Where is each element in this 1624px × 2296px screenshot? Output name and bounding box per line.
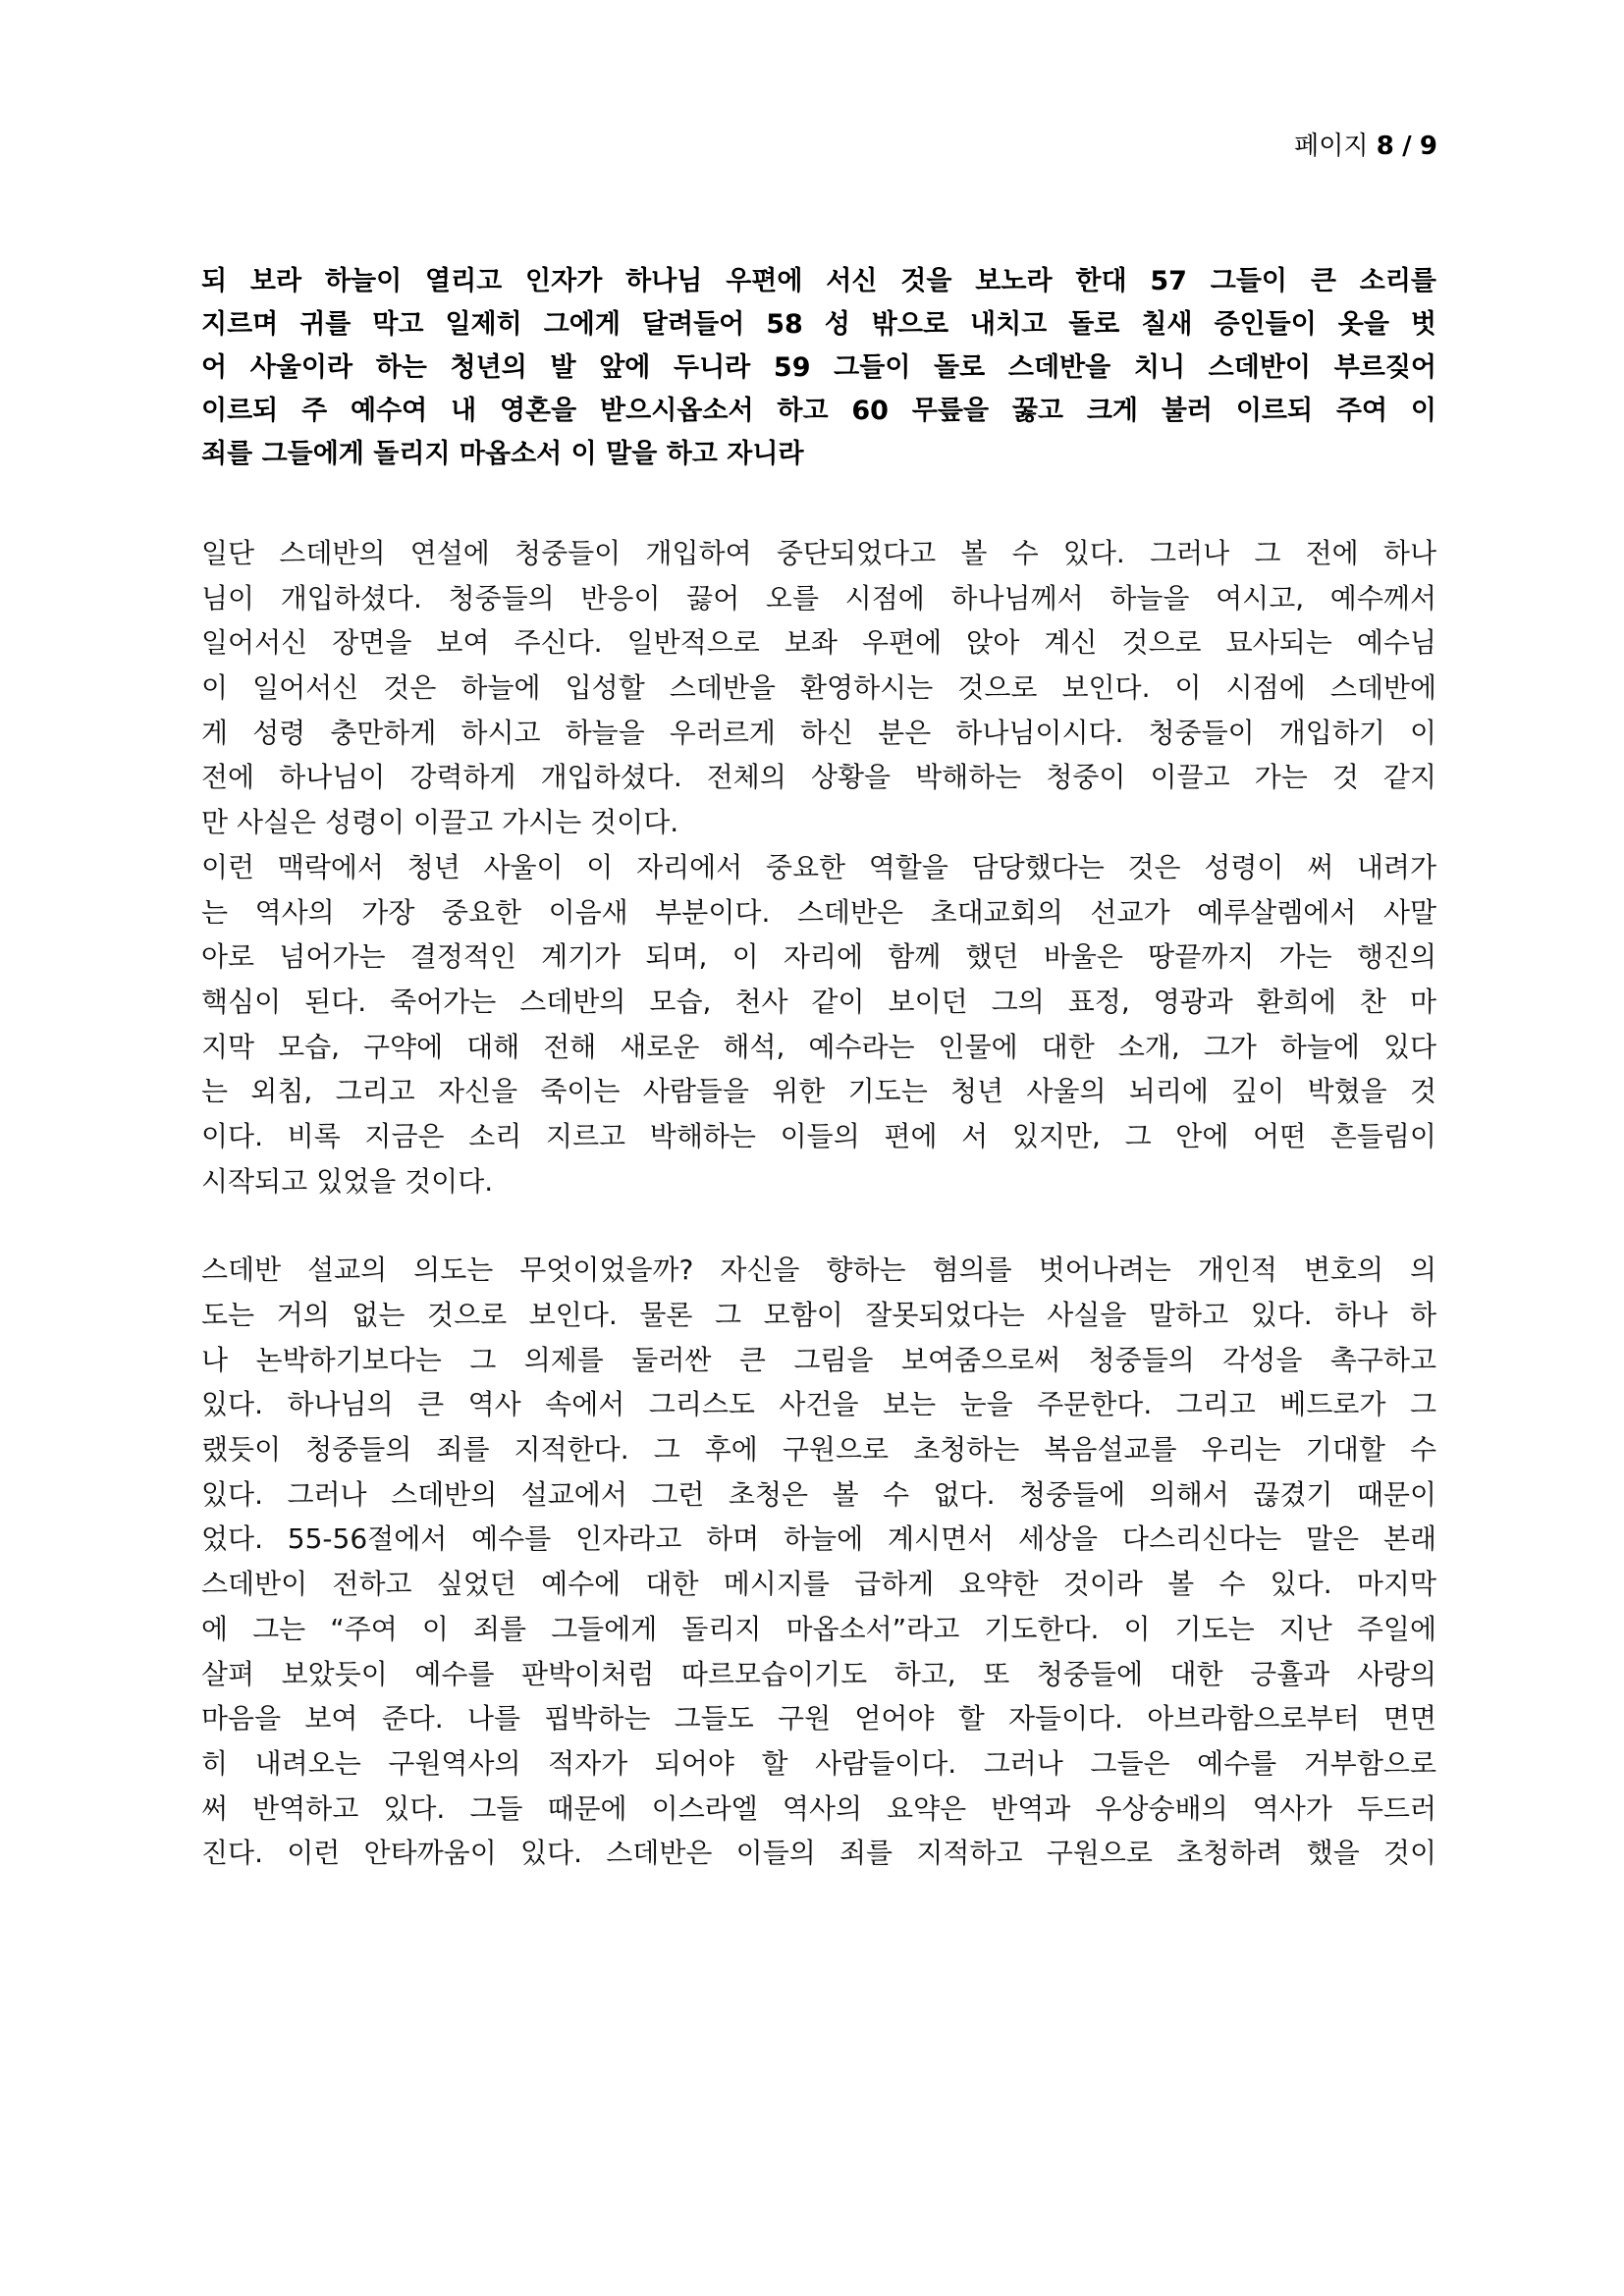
- paragraph-1: [201, 531, 1436, 845]
- paragraph-line: 나 논박하기보다는 그 의제를 둘러싼 큰 그림을 보여줌으로써 청중들의 각성을 촉구하고: [201, 1343, 1436, 1376]
- paragraph-line: 히 내려오는 구원역사의 적자가 되어야 할 사람들이다. 그러나 그들은 예수를 거부함으로: [201, 1746, 1436, 1780]
- paragraph-line: 이다. 비록 지금은 소리 지르고 박해하는 이들의 편에 서 있지만, 그 안에 어떤 흔들림이: [201, 1119, 1436, 1152]
- paragraph-line: 지막 모습, 구약에 대해 전해 새로운 해석, 예수라는 인물에 대한 소개, 그가 하늘에 있다: [201, 1030, 1436, 1063]
- scripture-line: 지르며 귀를 막고 일제히 그에게 달려들어 58 성 밖으로 내치고 돌로 칠새 증인들이 옷을 벗: [201, 309, 1436, 340]
- paragraph-line: 써 반역하고 있다. 그들 때문에 이스라엘 역사의 요약은 반역과 우상숭배의 역사가 두드러: [201, 1791, 1436, 1825]
- page-current: 8: [1376, 132, 1394, 161]
- paragraph-2: [201, 845, 1436, 1204]
- paragraph-line: 아로 넘어가는 결정적인 계기가 되며, 이 자리에 함께 했던 바울은 땅끝까지 가는 행진의: [201, 940, 1436, 974]
- document-body: [201, 260, 1436, 1876]
- paragraph-line: 살펴 보았듯이 예수를 판박이처럼 따르모습이기도 하고, 또 청중들에 대한 긍휼과 사랑의: [201, 1657, 1436, 1690]
- paragraph-3: [201, 1248, 1436, 1876]
- paragraph-line: 이 일어서신 것은 하늘에 입성할 스데반을 환영하시는 것으로 보인다. 이 시점에 스데반에: [201, 671, 1436, 705]
- paragraph-line: 전에 하나님이 강력하게 개입하셨다. 전체의 상황을 박해하는 청중이 이끌고 가는 것 같지: [201, 761, 1436, 794]
- scripture-line: 죄를 그들에게 돌리지 마옵소서 이 말을 하고 자니라: [201, 439, 804, 469]
- page-number: [1294, 126, 1437, 162]
- scripture-line: 어 사울이라 하는 청년의 발 앞에 두니라 59 그들이 돌로 스데반을 치니 스데반이 부르짖어: [201, 352, 1436, 383]
- paragraph-line: 이런 맥락에서 청년 사울이 이 자리에서 중요한 역할을 담당했다는 것은 성령이 써 내려가: [201, 850, 1436, 883]
- paragraph-line: 에 그는 “주여 이 죄를 그들에게 돌리지 마옵소서”라고 기도한다. 이 기도는 지난 주일에: [201, 1612, 1436, 1645]
- page-separator: /: [1402, 132, 1412, 161]
- paragraph-line: 시작되고 있었을 것이다.: [201, 1164, 494, 1198]
- scripture-line: 이르되 주 예수여 내 영혼을 받으시옵소서 하고 60 무릎을 꿇고 크게 불러 이르되 주여 이: [201, 396, 1436, 426]
- paragraph-line: 마음을 보여 준다. 나를 핍박하는 그들도 구원 얻어야 할 자들이다. 아브라함으로부터 면면: [201, 1702, 1436, 1735]
- paragraph-line: 일단 스데반의 연설에 청중들이 개입하여 중단되었다고 볼 수 있다. 그러나 그 전에 하나: [201, 537, 1436, 569]
- scripture-line: 되 보라 하늘이 열리고 인자가 하나님 우편에 서신 것을 보노라 한대 57 그들이 큰 소리를: [201, 266, 1436, 296]
- page-prefix: 페이지: [1294, 132, 1369, 161]
- paragraph-line: 님이 개입하셨다. 청중들의 반응이 끓어 오를 시점에 하나님께서 하늘을 여시고, 예수께서: [201, 581, 1436, 614]
- paragraph-line: 랬듯이 청중들의 죄를 지적한다. 그 후에 구원으로 초청하는 복음설교를 우리는 기대할 수: [201, 1433, 1436, 1467]
- page-total: 9: [1419, 132, 1437, 161]
- paragraph-line: 일어서신 장면을 보여 주신다. 일반적으로 보좌 우편에 앉아 계신 것으로 묘사되는 예수님: [201, 626, 1436, 660]
- scripture-quote: [201, 260, 1436, 476]
- paragraph-line: 진다. 이런 안타까움이 있다. 스데반은 이들의 죄를 지적하고 구원으로 초청하려 했을 것이: [201, 1837, 1436, 1870]
- paragraph-line: 는 역사의 가장 중요한 이음새 부분이다. 스데반은 초대교회의 선교가 예루살렘에서 사말: [201, 895, 1436, 929]
- paragraph-line: 스데반이 전하고 싶었던 예수에 대한 메시지를 급하게 요약한 것이라 볼 수 있다. 마지막: [201, 1568, 1436, 1601]
- paragraph-line: 핵심이 된다. 죽어가는 스데반의 모습, 천사 같이 보이던 그의 표정, 영광과 환희에 찬 마: [201, 985, 1436, 1018]
- paragraph-line: 는 외침, 그리고 자신을 죽이는 사람들을 위한 기도는 청년 사울의 뇌리에 깊이 박혔을 것: [201, 1075, 1436, 1108]
- paragraph-line: 있다. 그러나 스데반의 설교에서 그런 초청은 볼 수 없다. 청중들에 의해서 끊겼기 때문이: [201, 1477, 1436, 1511]
- paragraph-line: 게 성령 충만하게 하시고 하늘을 우러르게 하신 분은 하나님이시다. 청중들이 개입하기 이: [201, 716, 1436, 749]
- paragraph-line: 도는 거의 없는 것으로 보인다. 물론 그 모함이 잘못되었다는 사실을 말하고 있다. 하나 하: [201, 1299, 1436, 1331]
- paragraph-line: 있다. 하나님의 큰 역사 속에서 그리스도 사건을 보는 눈을 주문한다. 그리고 베드로가 그: [201, 1388, 1436, 1421]
- paragraph-line: 었다. 55-56절에서 예수를 인자라고 하며 하늘에 계시면서 세상을 다스리신다는 말은 본래: [201, 1522, 1436, 1556]
- paragraph-line: 만 사실은 성령이 이끌고 가시는 것이다.: [201, 806, 679, 839]
- paragraph-line: 스데반 설교의 의도는 무엇이었을까? 자신을 향하는 혐의를 벗어나려는 개인적 변호의 의: [201, 1254, 1436, 1287]
